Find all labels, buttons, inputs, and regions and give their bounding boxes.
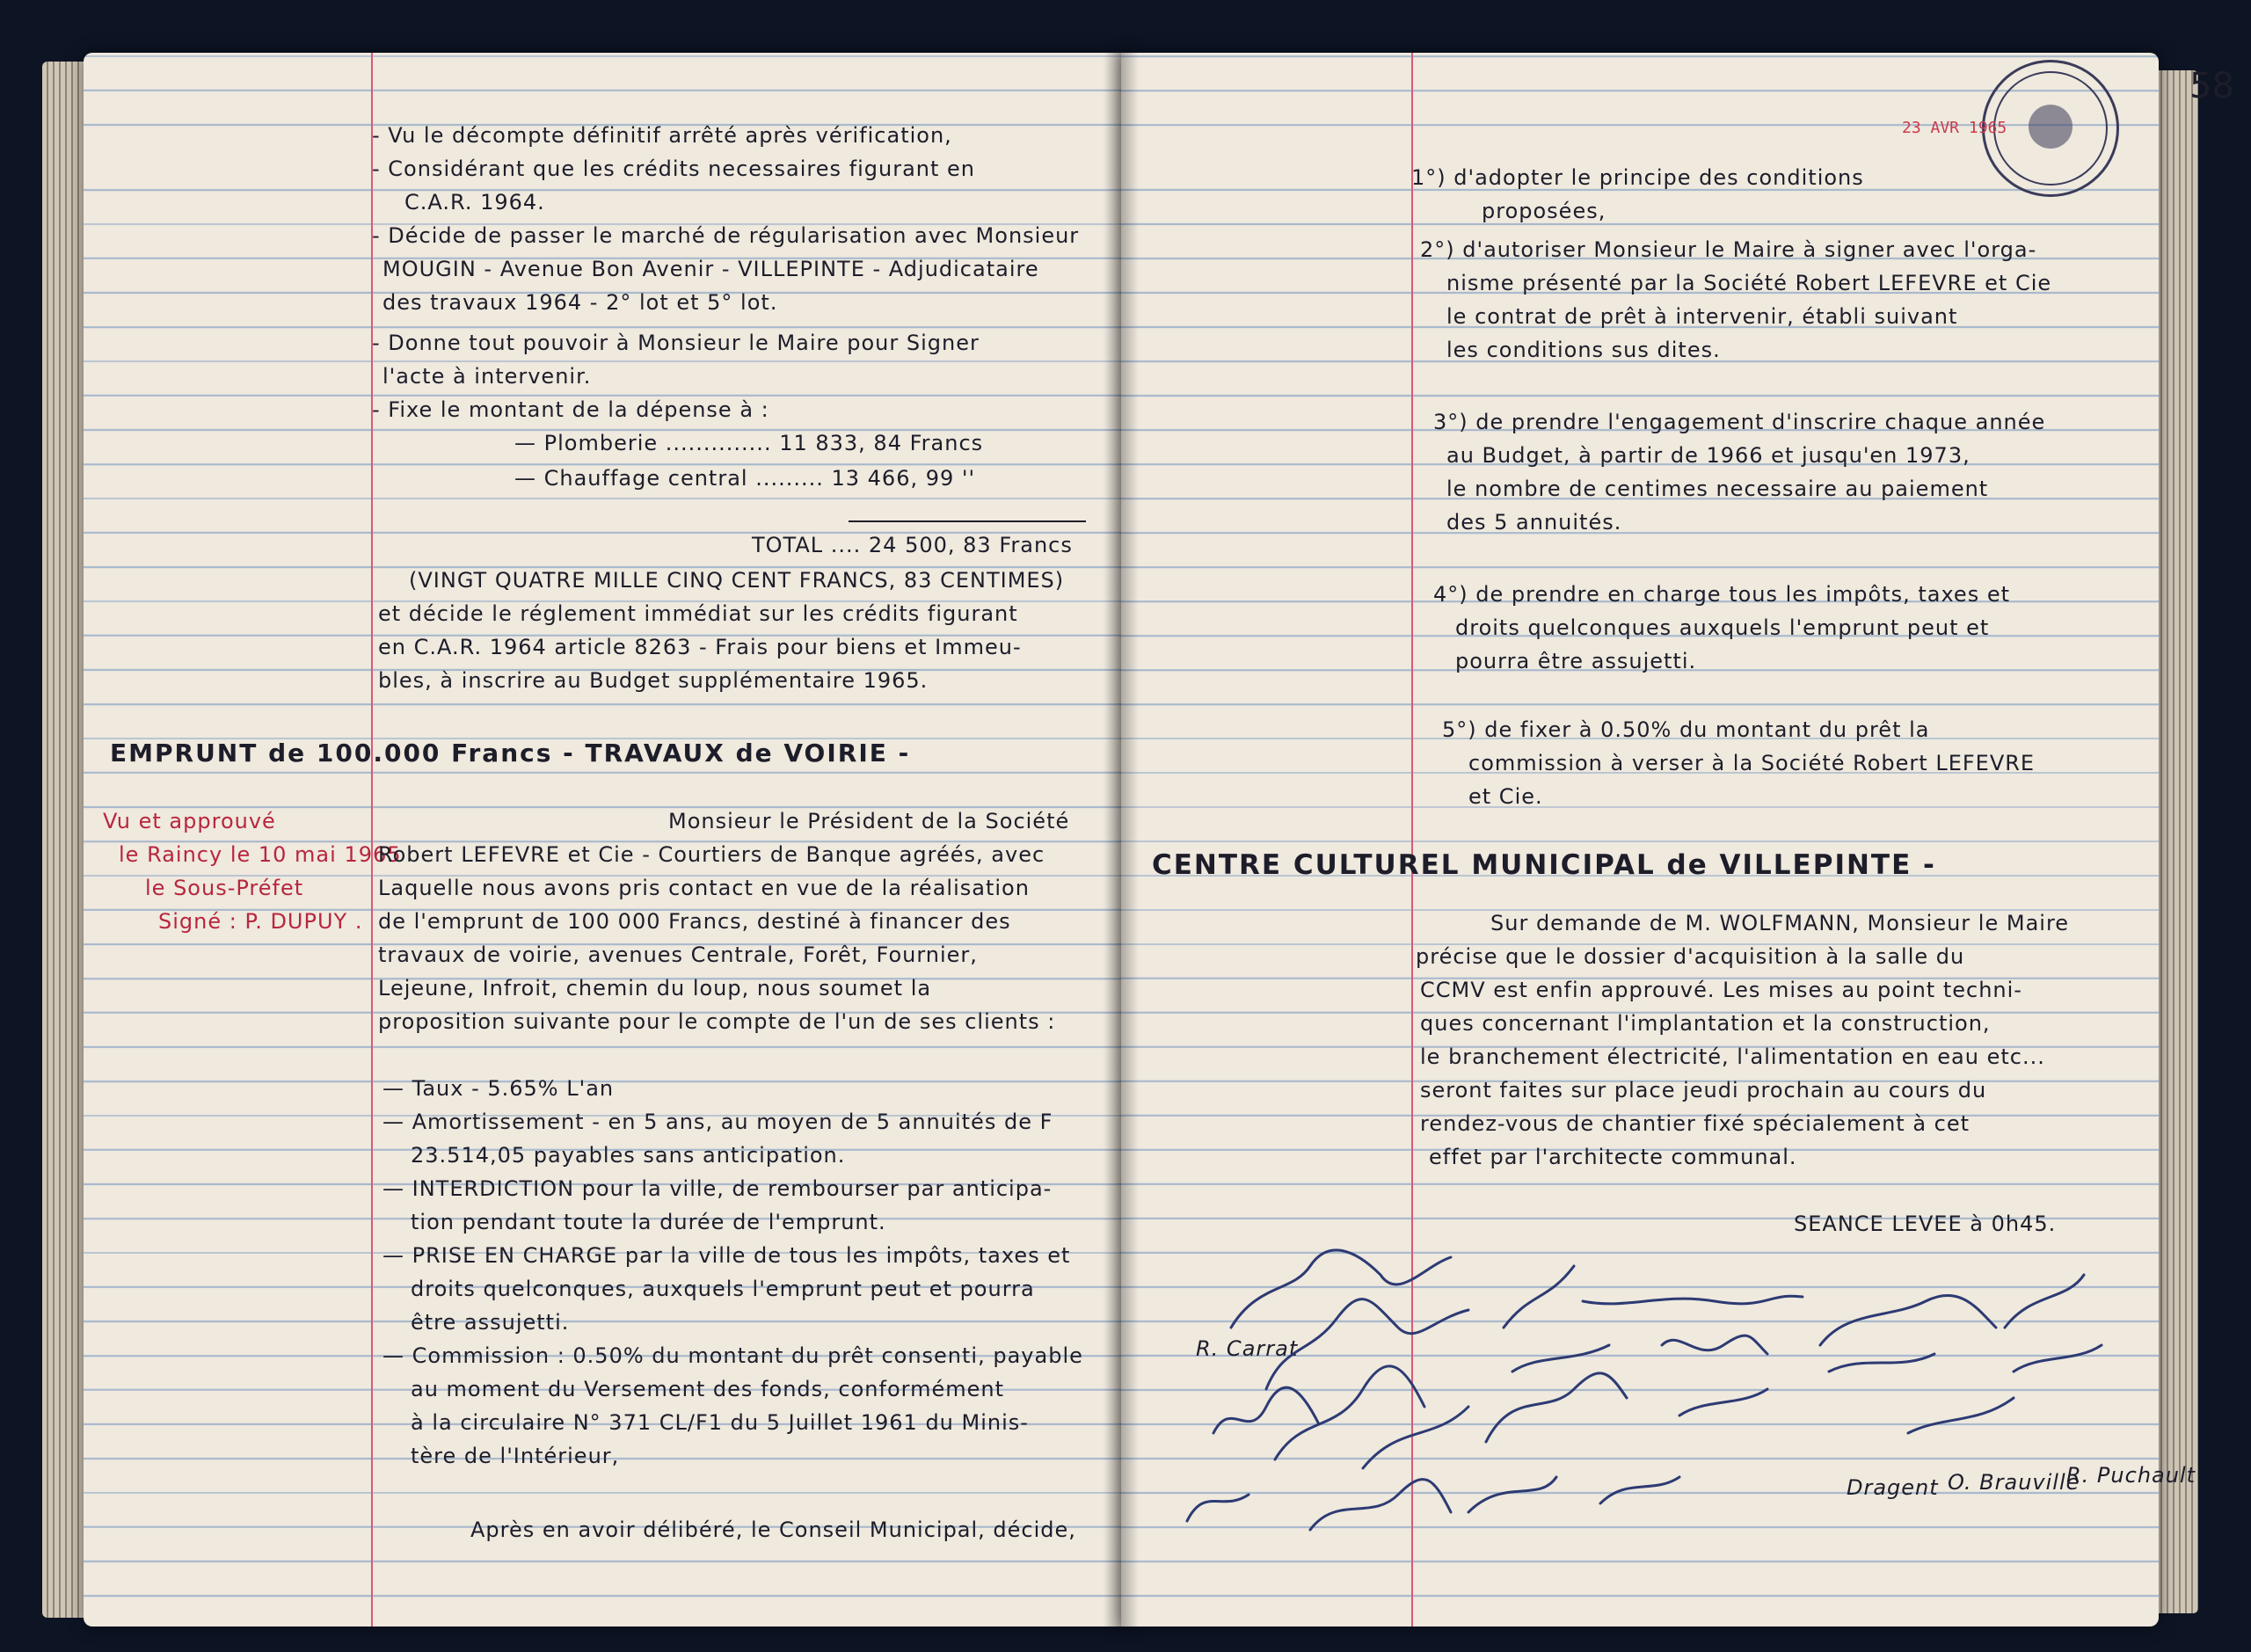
text-line: ques concernant l'implantation et la construction,	[1420, 1011, 1991, 1036]
text-line: droits quelconques, auxquels l'emprunt peut et pourra	[411, 1277, 1035, 1301]
text-line: Sur demande de M. WOLFMANN, Monsieur le Maire	[1490, 911, 2070, 935]
text-line: - Considérant que les crédits necessaires figurant en	[372, 156, 976, 181]
text-line: commission à verser à la Société Robert LEFEVRE	[1468, 751, 2036, 775]
text-line: C.A.R. 1964.	[404, 190, 545, 215]
text-line: — Amortissement - en 5 ans, au moyen de 5 annuités de F	[382, 1110, 1053, 1134]
text-line: au Budget, à partir de 1966 et jusqu'en 1973,	[1446, 443, 1971, 468]
sum-rule	[849, 520, 1086, 522]
signatures	[1134, 1213, 2145, 1565]
text-line: — PRISE EN CHARGE par la ville de tous les impôts, taxes et	[382, 1243, 1071, 1268]
left-page	[84, 53, 1130, 1627]
margin-note: le Sous-Préfet	[145, 876, 304, 900]
text-line: au moment du Versement des fonds, conformément	[411, 1377, 1004, 1401]
signature-name: R. Puchault	[2066, 1463, 2196, 1488]
text-line: des travaux 1964 - 2° lot et 5° lot.	[382, 290, 778, 315]
text-line: — Taux - 5.65% L'an	[382, 1076, 615, 1101]
text-line: seront faites sur place jeudi prochain au cours du	[1420, 1078, 1987, 1103]
text-line: nisme présenté par la Société Robert LEFEVRE et Cie	[1446, 271, 2052, 295]
text-line: effet par l'architecte communal.	[1429, 1145, 1797, 1169]
section-heading: EMPRUNT de 100.000 Francs - TRAVAUX de VOIRIE -	[110, 739, 911, 768]
page-number: 58	[2189, 66, 2234, 106]
margin-note: le Raincy le 10 mai 1965	[119, 842, 402, 867]
page-edges-left	[42, 62, 86, 1618]
text-line: bles, à inscrire au Budget supplémentaire 1965.	[378, 668, 929, 693]
text-line: Laquelle nous avons pris contact en vue de la réalisation	[378, 876, 1030, 900]
text-line: Après en avoir délibéré, le Conseil Municipal, décide,	[470, 1517, 1076, 1542]
text-line: et Cie.	[1468, 784, 1543, 809]
text-line: pourra être assujetti.	[1455, 649, 1697, 673]
text-line: droits quelconques auxquels l'emprunt peut et	[1455, 615, 1990, 640]
signature-name: R. Carrat	[1196, 1336, 1299, 1361]
text-line: — Commission : 0.50% du montant du prêt consenti, payable	[382, 1343, 1083, 1368]
page-edges-right	[2156, 70, 2198, 1613]
text-line: des 5 annuités.	[1446, 510, 1622, 535]
text-line: - Vu le décompte définitif arrêté après vérification,	[372, 123, 952, 148]
section-heading: CENTRE CULTUREL MUNICIPAL de VILLEPINTE -	[1152, 849, 1936, 881]
book-gutter	[1104, 53, 1139, 1627]
text-line: les conditions sus dites.	[1446, 338, 1721, 362]
text-line: et décide le réglement immédiat sur les crédits figurant	[378, 601, 1018, 626]
text-line: - Décide de passer le marché de régularisation avec Monsieur	[372, 223, 1080, 248]
text-line: - Fixe le montant de la dépense à :	[372, 397, 769, 422]
text-line: en C.A.R. 1964 article 8263 - Frais pour biens et Immeu-	[378, 635, 1022, 659]
text-line: Robert LEFEVRE et Cie - Courtiers de Banque agréés, avec	[378, 842, 1045, 867]
text-line: à la circulaire N° 371 CL/F1 du 5 Juillet 1961 du Minis-	[411, 1410, 1029, 1435]
text-line: le branchement électricité, l'alimentation en eau etc...	[1420, 1044, 2045, 1069]
text-line: le contrat de prêt à intervenir, établi suivant	[1446, 304, 1958, 329]
text-line: — Plomberie .............. 11 833, 84 Francs	[514, 431, 984, 455]
text-line: tion pendant toute la durée de l'emprunt.	[411, 1210, 886, 1234]
text-line: 23.514,05 payables sans anticipation.	[411, 1143, 846, 1168]
text-line: de l'emprunt de 100 000 Francs, destiné à financer des	[378, 909, 1011, 934]
signature-name: Dragent	[1847, 1475, 1939, 1500]
text-line: - Donne tout pouvoir à Monsieur le Maire pour Signer	[372, 331, 980, 355]
text-line: proposition suivante pour le compte de l'un de ses clients :	[378, 1009, 1056, 1034]
text-line: CCMV est enfin approuvé. Les mises au point techni-	[1420, 978, 2022, 1002]
text-line: précise que le dossier d'acquisition à la salle du	[1416, 944, 1965, 969]
text-line: — INTERDICTION pour la ville, de rembourser par anticipa-	[382, 1176, 1053, 1201]
text-line: 4°) de prendre en charge tous les impôts, taxes et	[1433, 582, 2010, 607]
margin-note: Signé : P. DUPUY .	[158, 909, 363, 934]
text-line: 1°) d'adopter le principe des conditions	[1411, 165, 1864, 190]
signature-name: O. Brauville	[1948, 1470, 2080, 1495]
text-line: rendez-vous de chantier fixé spécialement à cet	[1420, 1111, 1971, 1136]
text-line: être assujetti.	[411, 1310, 570, 1335]
text-line: le nombre de centimes necessaire au paiement	[1446, 477, 1989, 501]
text-line: MOUGIN - Avenue Bon Avenir - VILLEPINTE - Adjudicataire	[382, 257, 1039, 281]
text-line: tère de l'Intérieur,	[411, 1444, 620, 1468]
total-line: TOTAL .... 24 500, 83 Francs	[752, 533, 1073, 557]
margin-note: Vu et approuvé	[103, 809, 276, 833]
text-line: proposées,	[1482, 199, 1606, 223]
text-line: Monsieur le Président de la Société	[668, 809, 1070, 833]
date-stamp: 23 AVR 1965	[1902, 119, 2007, 137]
text-line: 5°) de fixer à 0.50% du montant du prêt la	[1442, 717, 1930, 742]
margin-line	[371, 53, 373, 1627]
text-line: 3°) de prendre l'engagement d'inscrire chaque année	[1433, 410, 2046, 434]
closing-line: SEANCE LEVEE à 0h45.	[1794, 1212, 2057, 1236]
text-line: travaux de voirie, avenues Centrale, Forêt, Fournier,	[378, 942, 978, 967]
text-line: 2°) d'autoriser Monsieur le Maire à signer avec l'orga-	[1420, 237, 2037, 262]
text-line: (VINGT QUATRE MILLE CINQ CENT FRANCS, 83 CENTIMES)	[409, 568, 1065, 593]
text-line: — Chauffage central ......... 13 466, 99 ''	[514, 466, 976, 491]
text-line: l'acte à intervenir.	[382, 364, 592, 389]
text-line: Lejeune, Infroit, chemin du loup, nous soumet la	[378, 976, 932, 1001]
